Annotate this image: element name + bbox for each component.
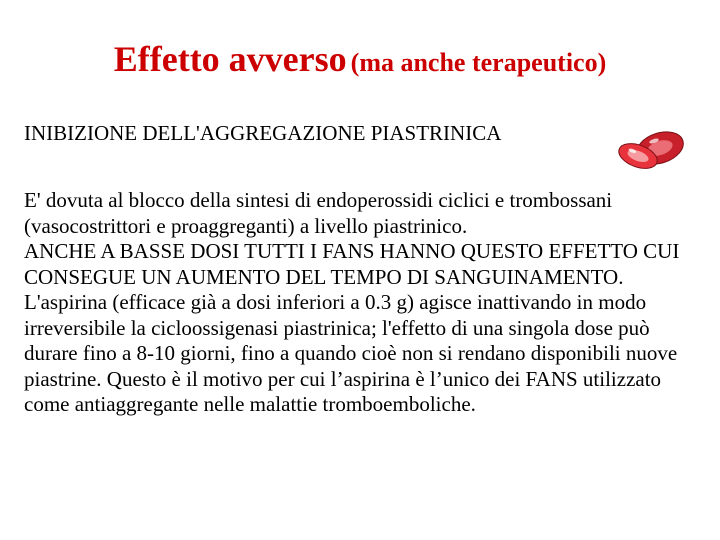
paragraph-aspirin: L'aspirina (efficace già a dosi inferiori a 0.3 g) agisce inattivando in modo irreversibile la cicloossigenasi piastrinica; l'effetto di una singola dose può durare fino a 8-10 giorni, fino a quando cioè non si rendano disponibili nuove piastrine. Questo è il motivo per cui l’aspirina è l’unico dei FANS utilizzato come antiaggregante nelle malattie tromboemboliche. xyxy=(24,290,678,416)
body-text xyxy=(24,188,706,418)
slide-title xyxy=(0,38,720,80)
paragraph-mechanism: E' dovuta al blocco della sintesi di endoperossidi ciclici e trombossani (vasocostrittori e proaggreganti) a livello piastrinico. xyxy=(24,188,613,238)
platelets-icon xyxy=(614,128,688,174)
title-subtitle: (ma anche terapeutico) xyxy=(350,48,607,77)
title-main: Effetto avverso xyxy=(113,39,347,79)
paragraph-effect: ANCHE A BASSE DOSI TUTTI I FANS HANNO QUESTO EFFETTO CUI CONSEGUE UN AUMENTO DEL TEMPO DI SANGUINAMENTO. xyxy=(24,239,680,289)
section-heading: INIBIZIONE DELL'AGGREGAZIONE PIASTRINICA xyxy=(24,121,502,145)
